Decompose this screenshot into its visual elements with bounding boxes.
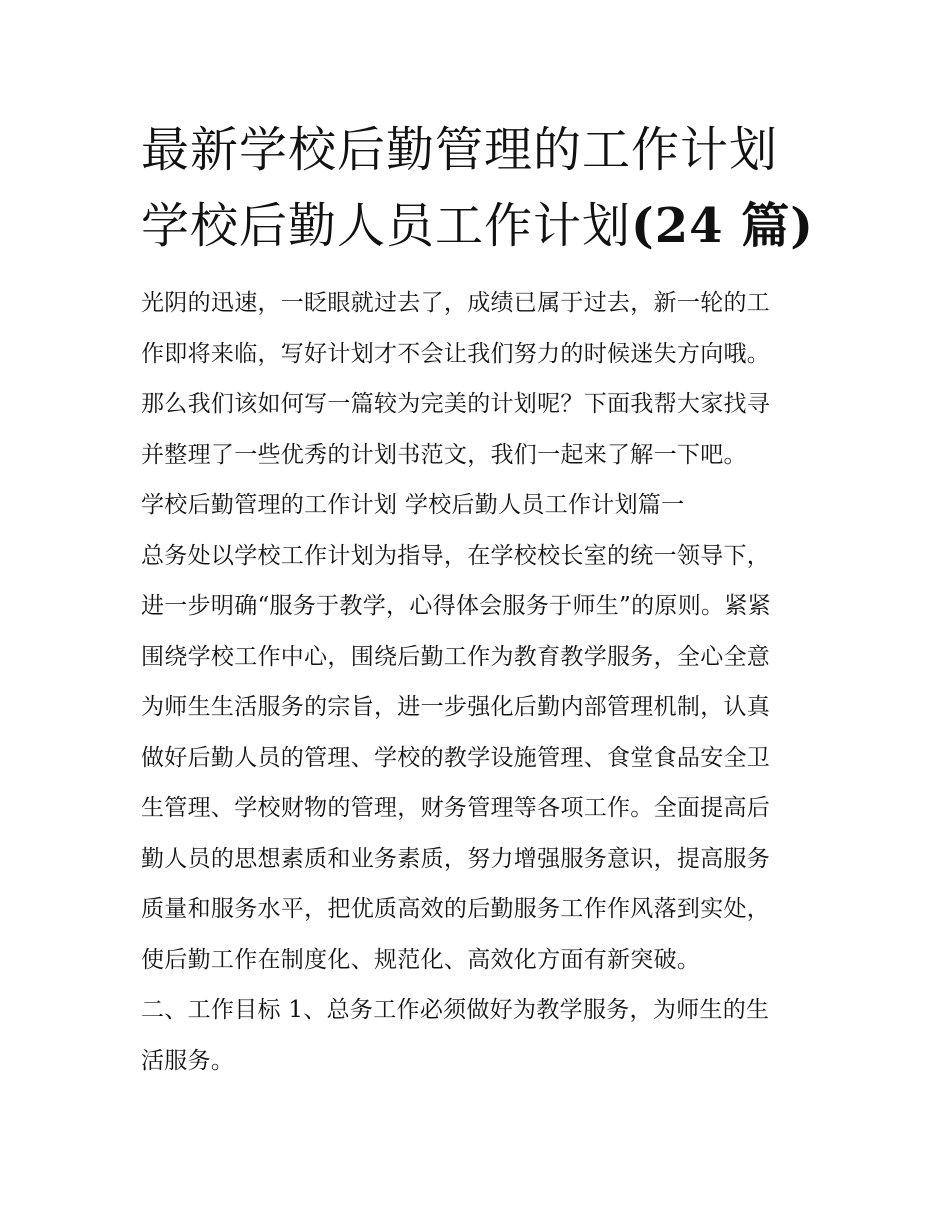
- section-heading: [141, 480, 813, 531]
- paragraph-line: 生管理、学校财物的管理，财务管理等各项工作。全面提高后: [141, 795, 771, 821]
- paragraph-line: 作即将来临，写好计划才不会让我们努力的时候迷失方向哦。: [141, 340, 771, 367]
- paragraph-line: 那么我们该如何写一篇较为完美的计划呢？下面我帮大家找寻: [141, 391, 771, 417]
- paragraph-line: 进一步明确“服务于教学，心得体会服务于师生”的原则。紧紧: [141, 593, 771, 619]
- title-line-2: [141, 188, 813, 264]
- paragraph-line: 使后勤工作在制度化、规范化、高效化方面有新突破。: [141, 946, 701, 973]
- title-line-1: 最新学校后勤管理的工作计划: [141, 122, 779, 178]
- paragraph-line: 并整理了一些优秀的计划书范文，我们一起来了解一下吧。: [141, 441, 747, 468]
- paragraph-line: 勤人员的思想素质和业务素质，努力增强服务意识，提高服务: [141, 845, 771, 872]
- paragraph-line: 围绕学校工作中心，围绕后勤工作为教育教学服务，全心全意: [141, 643, 771, 670]
- paragraph-line: 活服务。: [141, 1047, 235, 1074]
- paragraph-line: 二、工作目标 1、总务工作必须做好为教学服务，为师生的生: [141, 997, 770, 1023]
- paragraph-intro: [141, 278, 813, 480]
- paragraph-line: 做好后勤人员的管理、学校的教学设施管理、食堂食品安全卫: [141, 744, 771, 771]
- paragraph-guidance: [141, 531, 813, 986]
- paragraph-line: 总务处以学校工作计划为指导，在学校校长室的统一领导下，: [141, 542, 771, 569]
- paragraph-line: 学校后勤管理的工作计划 学校后勤人员工作计划篇一: [141, 492, 685, 518]
- title-line-2-main: 学校后勤人员工作计划: [141, 198, 632, 254]
- paragraph-line: 质量和服务水平，把优质高效的后勤服务工作作风落到实处，: [141, 896, 771, 922]
- paragraph-goals: [141, 985, 813, 1086]
- document-title: [141, 112, 813, 264]
- document-body: [141, 278, 813, 1086]
- paragraph-line: 光阴的迅速，一眨眼就过去了，成绩已属于过去，新一轮的工: [141, 290, 771, 316]
- document-content: [141, 112, 813, 1086]
- title-line-2-suffix: (24 篇): [631, 198, 814, 254]
- paragraph-line: 为师生生活服务的宗旨，进一步强化后勤内部管理机制，认真: [141, 694, 771, 720]
